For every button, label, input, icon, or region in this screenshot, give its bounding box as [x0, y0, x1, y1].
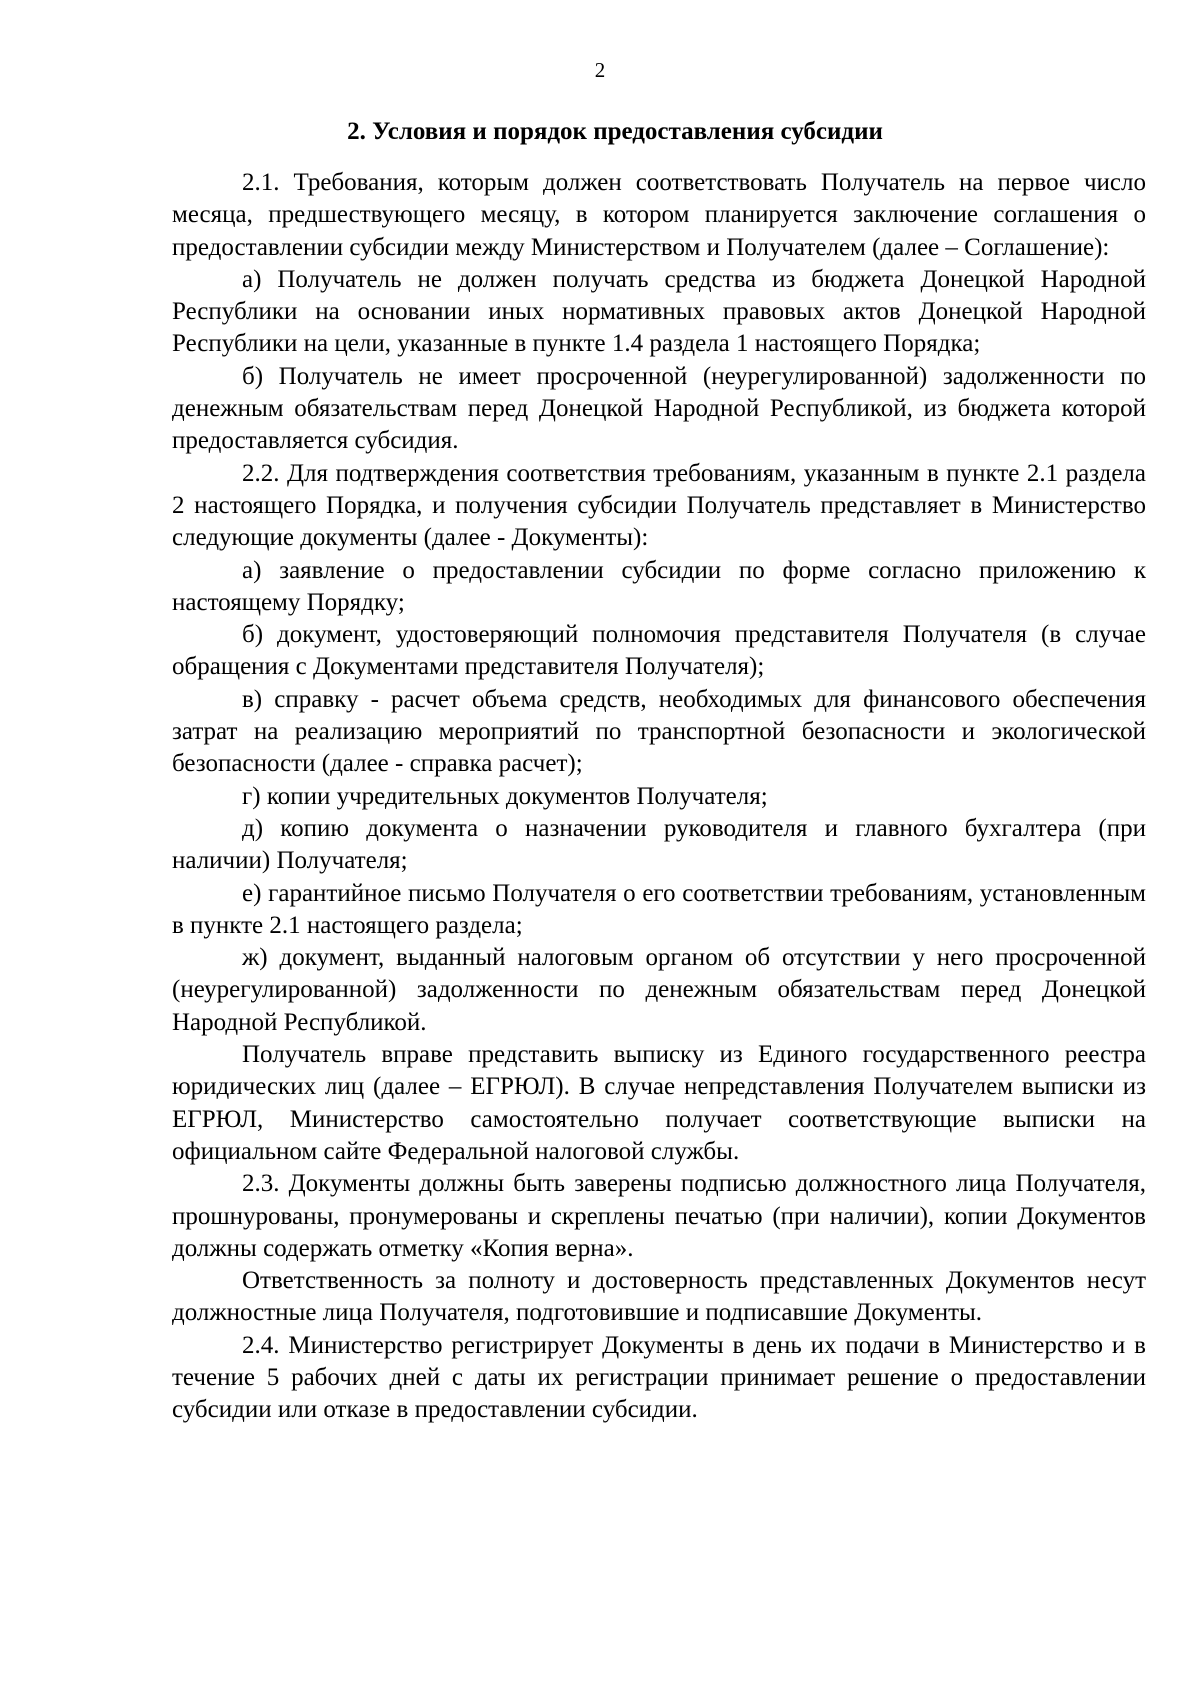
paragraph-2-2-d: д) копию документа о назначении руководителя и главного бухгалтера (при наличии) Получателя; [172, 814, 1146, 875]
section-title: 2. Условия и порядок предоставления субсидии [347, 118, 883, 145]
paragraph-responsibility: Ответственность за полноту и достоверность представленных Документов несут должностные лица Получателя, подготовившие и подписавшие Документы. [172, 1267, 1146, 1327]
paragraph-2-2-a: а) заявление о предоставлении субсидии по форме согласно приложению к настоящему Порядку; [172, 556, 1146, 616]
page-number: 2 [594, 58, 606, 82]
paragraph-2-4: 2.4. Министерство регистрирует Документы в день их подачи в Министерство и в течение 5 рабочих дней с даты их регистрации принимает решение о предоставлении субсидии или отказе в предоставлении субсидии. [172, 1331, 1146, 1424]
paragraph-2-2-b: б) документ, удостоверяющий полномочия представителя Получателя (в случае обращения с Документами представителя Получателя); [172, 621, 1146, 681]
paragraph-2-1-b: б) Получатель не имеет просроченной (неурегулированной) задолженности по денежным обязательствам перед Донецкой Народной Республикой, из бюджета которой предоставляется субсидия. [172, 362, 1146, 455]
paragraph-2-2: 2.2. Для подтверждения соответствия требованиям, указанным в пункте 2.1 раздела 2 настоящего Порядка, и получения субсидии Получатель представляет в Министерство следующие документы (далее - Документы): [172, 459, 1146, 552]
paragraph-2-1: 2.1. Требования, которым должен соответствовать Получатель на первое число месяца, предшествующего месяцу, в котором планируется заключение соглашения о предоставлении субсидии между Министерством и Получателем (далее – Соглашение): [172, 169, 1146, 261]
paragraph-2-2-e: е) гарантийное письмо Получателя о его соответствии требованиям, установленным в пункте 2.1 настоящего раздела; [172, 879, 1146, 939]
paragraph-2-2-zh: ж) документ, выданный налоговым органом об отсутствии у него просроченной (неурегулированной) задолженности по денежным обязательствам перед Донецкой Народной Республикой. [172, 944, 1146, 1036]
document-body [172, 167, 1146, 1427]
paragraph-egrul: Получатель вправе представить выписку из Единого государственного реестра юридических лиц (далее – ЕГРЮЛ). В случае непредставления Получателем выписки из ЕГРЮЛ, Министерство самостоятельно получает соответствующие выписки на официальном сайте Федеральной налоговой службы. [172, 1041, 1146, 1165]
paragraph-2-2-g: г) копии учредительных документов Получателя; [242, 782, 768, 810]
paragraph-2-1-a: а) Получатель не должен получать средства из бюджета Донецкой Народной Республики на основании иных нормативных правовых актов Донецкой Народной Республики на цели, указанные в пункте 1.4 раздела 1 настоящего Порядка; [172, 265, 1146, 358]
paragraph-2-2-v: в) справку - расчет объема средств, необходимых для финансового обеспечения затрат на реализацию мероприятий по транспортной безопасности и экологической безопасности (далее - справка расчет); [172, 685, 1146, 778]
paragraph-2-3: 2.3. Документы должны быть заверены подписью должностного лица Получателя, прошнурованы, пронумерованы и скреплены печатью (при наличии), копии Документов должны содержать отметку «Копия верна». [172, 1170, 1146, 1262]
